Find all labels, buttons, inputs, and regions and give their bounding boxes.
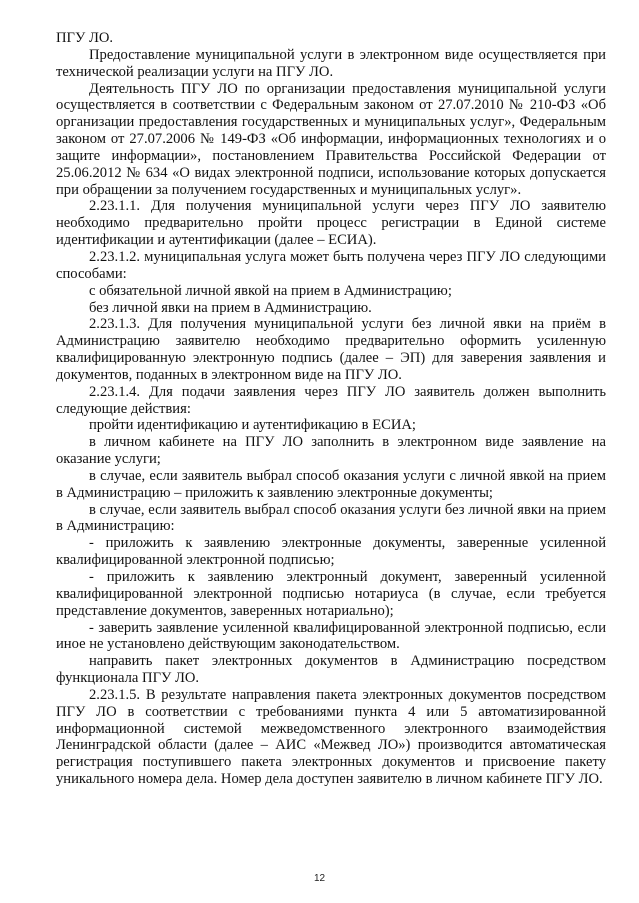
- page-number: 12: [313, 873, 326, 884]
- paragraph-clause-2-23-1-1: 2.23.1.1. Для получения муниципальной услуги через ПГУ ЛО заявителю необходимо предварительно пройти процесс регистрации в Единой системе идентификации и аутентификации (далее – ЕСИА).: [56, 198, 606, 249]
- list-item: в случае, если заявитель выбрал способ оказания услуги без личной явки на прием в Администрацию:: [56, 501, 606, 535]
- paragraph: Деятельность ПГУ ЛО по организации предоставления муниципальной услуги осуществляется в соответствии с Федеральным законом от 27.07.2010 № 210-ФЗ «Об организации предоставления государственных и муниципальных услуг», Федеральным законом от 27.07.2006 № 149-ФЗ «Об информации, информационных технологиях и о защите информации», постановлением Правительства Российской Федерации от 25.06.2012 № 634 «О видах электронной подписи, использование которых допускается при обращении за получением государственных и муниципальных услуг».: [56, 80, 606, 198]
- paragraph: Предоставление муниципальной услуги в электронном виде осуществляется при технической реализации услуги на ПГУ ЛО.: [56, 46, 606, 80]
- list-item: пройти идентификацию и аутентификацию в ЕСИА;: [89, 417, 416, 434]
- document-body: [56, 30, 606, 788]
- paragraph-clause-2-23-1-5: 2.23.1.5. В результате направления пакета электронных документов посредством ПГУ ЛО в соответствии с требованиями пункта 4 или 5 автоматизированной информационной системой межведомственного электронного взаимодействия Ленинградской области (далее – АИС «Межвед ЛО») производится автоматическая регистрация поступившего пакета электронных документов и присвоение пакету уникального номера дела. Номер дела доступен заявителю в личном кабинете ПГУ ЛО.: [56, 686, 606, 788]
- list-item: без личной явки на прием в Администрацию.: [89, 299, 372, 316]
- paragraph-clause-2-23-1-2: 2.23.1.2. муниципальная услуга может быть получена через ПГУ ЛО следующими способами:: [56, 248, 606, 282]
- list-item: в личном кабинете на ПГУ ЛО заполнить в электронном виде заявление на оказание услуги;: [56, 434, 606, 468]
- paragraph-clause-2-23-1-4: 2.23.1.4. Для подачи заявления через ПГУ ЛО заявитель должен выполнить следующие действия:: [56, 383, 606, 417]
- list-item: с обязательной личной явкой на прием в Администрацию;: [89, 282, 452, 299]
- list-item: направить пакет электронных документов в Администрацию посредством функционала ПГУ ЛО.: [56, 653, 606, 687]
- list-item: в случае, если заявитель выбрал способ оказания услуги с личной явкой на прием в Администрацию – приложить к заявлению электронные документы;: [56, 467, 606, 501]
- paragraph-continuation: ПГУ ЛО.: [56, 30, 114, 46]
- list-item-dash: - приложить к заявлению электронный документ, заверенный усиленной квалифицированной электронной подписью нотариуса (в случае, если требуется представление документов, заверенных нотариально);: [56, 569, 606, 619]
- paragraph-clause-2-23-1-3: 2.23.1.3. Для получения муниципальной услуги без личной явки на приём в Администрацию заявителю необходимо предварительно оформить усиленную квалифицированную электронную подпись (далее – ЭП) для заверения заявления и документов, поданных в электронном виде на ПГУ ЛО.: [56, 316, 606, 383]
- list-item-dash: - приложить к заявлению электронные документы, заверенные усиленной квалифицированной электронной подписью;: [56, 535, 606, 569]
- list-item-dash: - заверить заявление усиленной квалифицированной электронной подписью, если иное не установлено действующим законодательством.: [56, 619, 606, 653]
